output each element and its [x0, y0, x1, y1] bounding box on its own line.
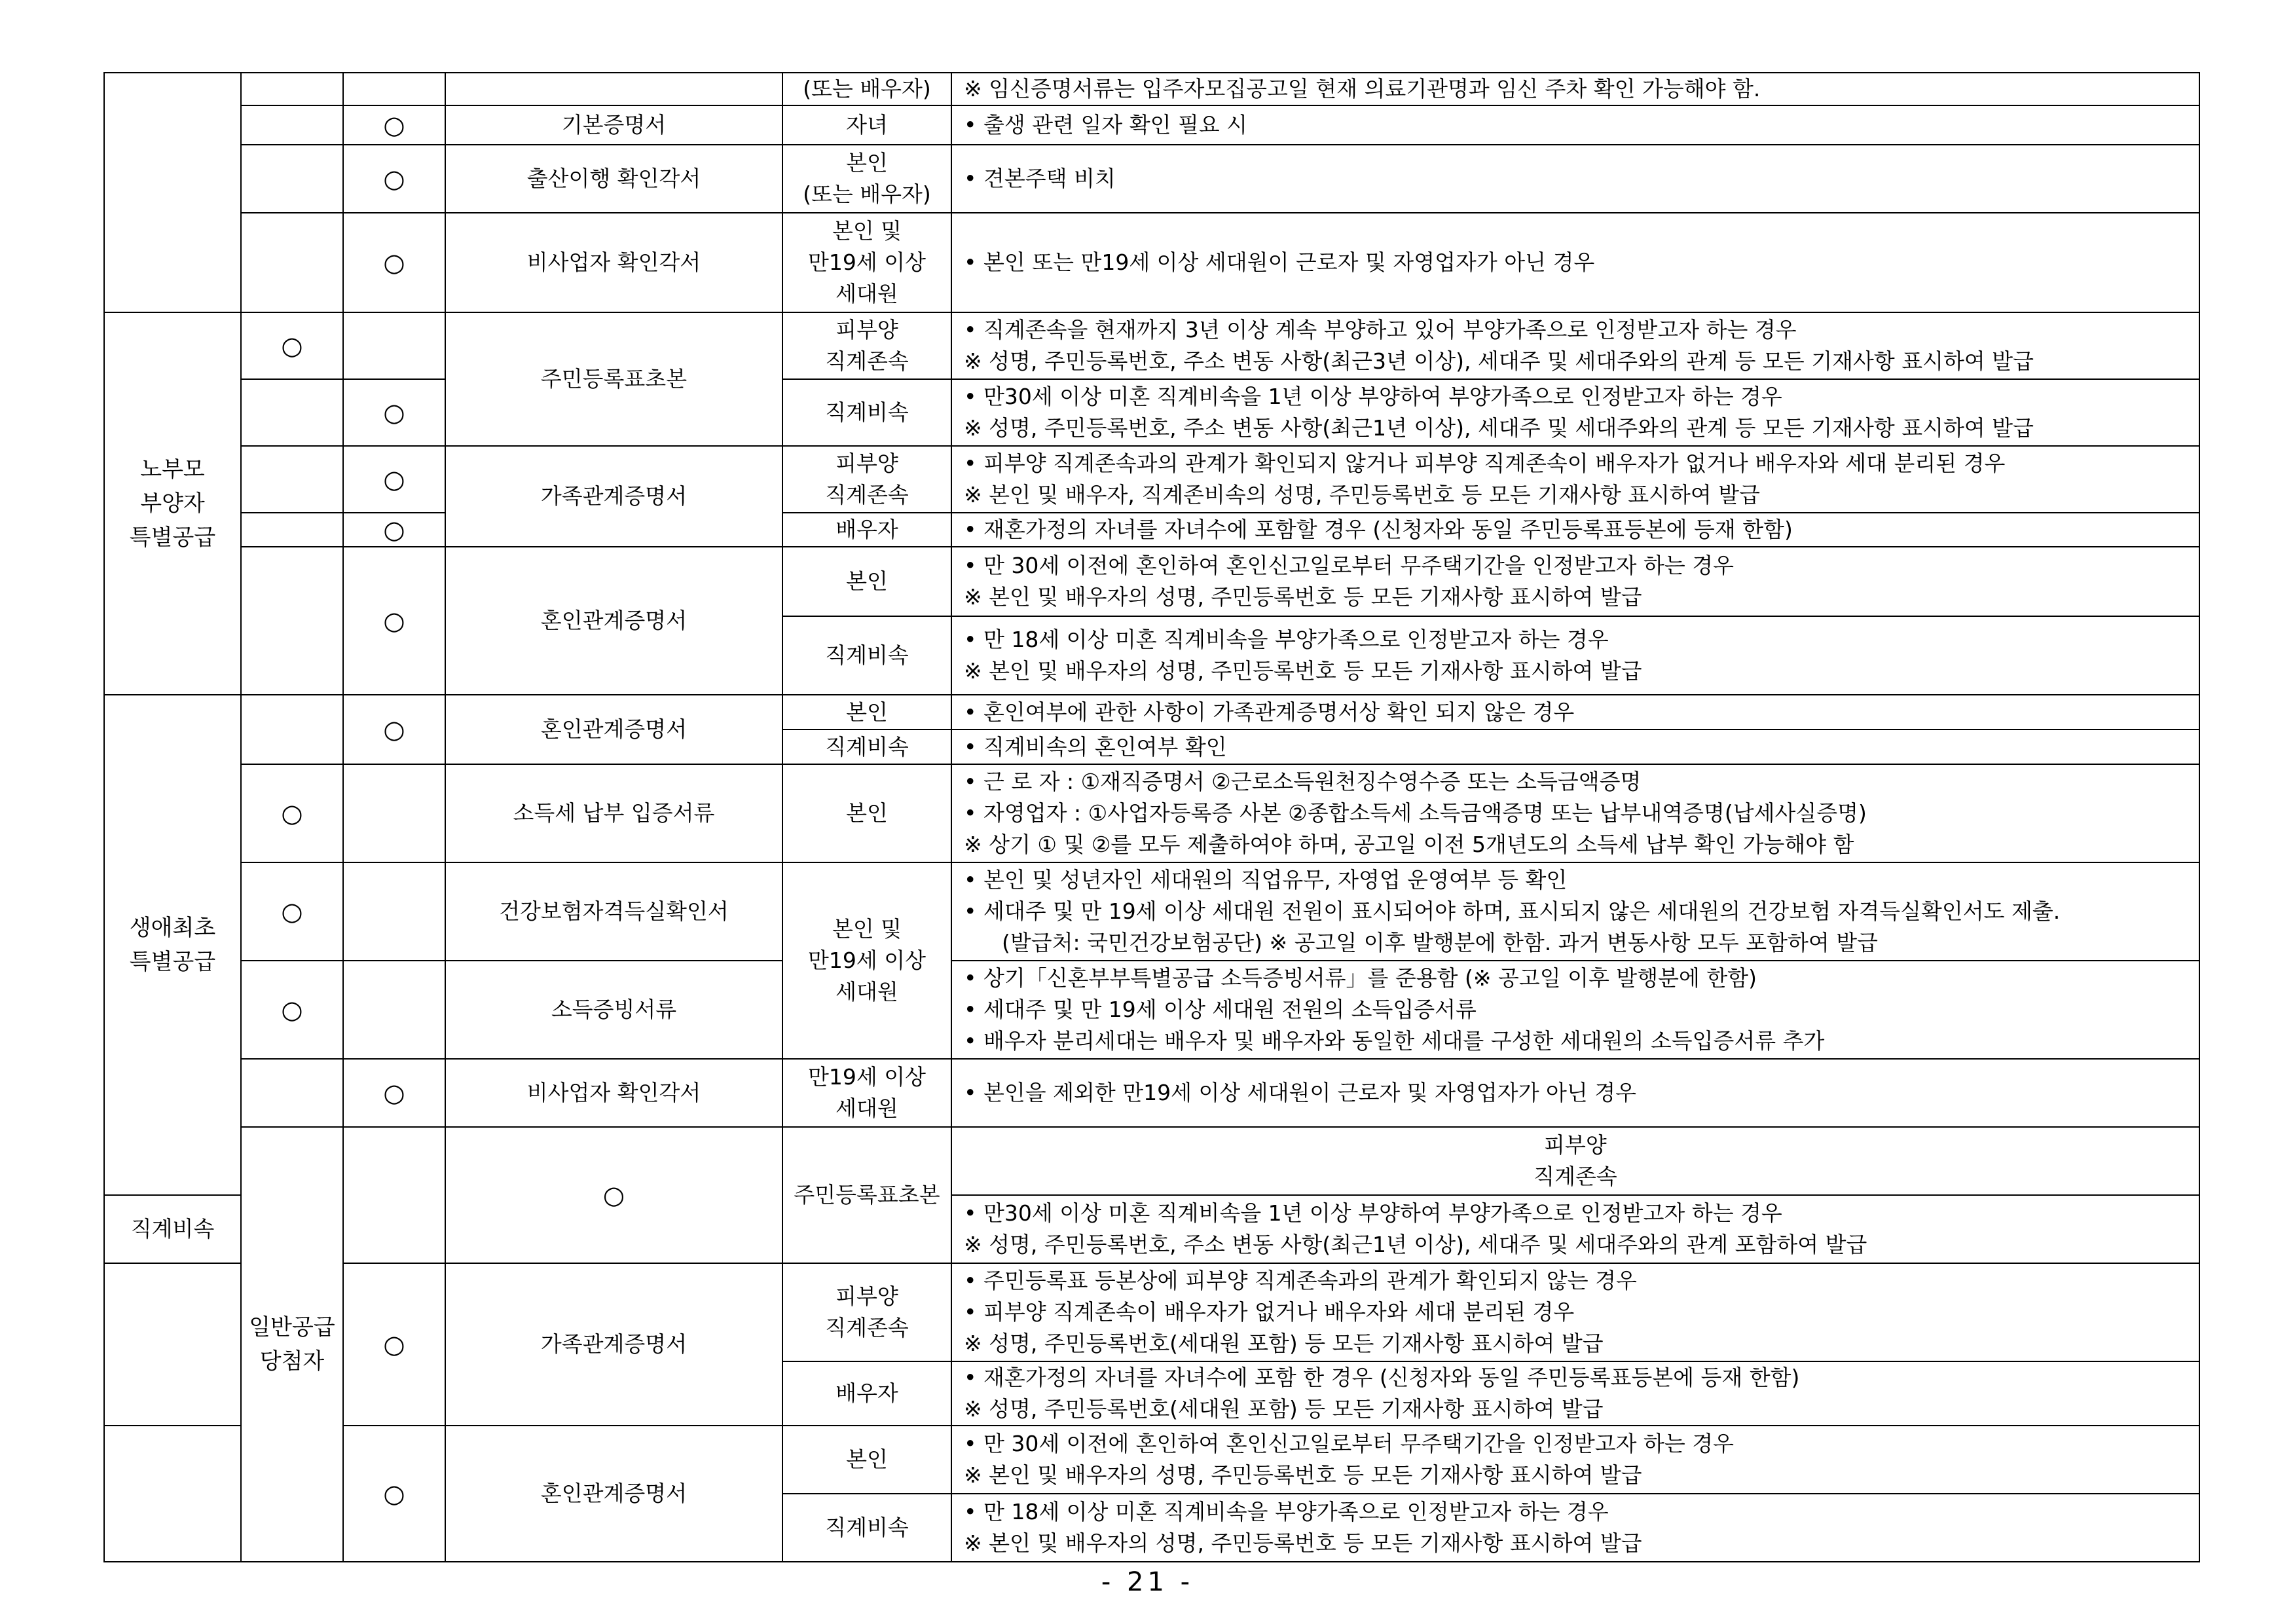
document-cell: 소득증빙서류	[445, 961, 782, 1059]
detail-line: • 직계존속을 현재까지 3년 이상 계속 부양하고 있어 부양가족으로 인정받고자 하는 경우	[964, 317, 1797, 342]
optional-cell	[343, 862, 445, 961]
target-cell: 본인	[782, 547, 951, 616]
details-cell	[951, 73, 2199, 105]
detail-line: (발급처: 국민건강보험공단) ※ 공고일 이후 발행분에 한함. 과거 변동사항 모두 포함하여 발급	[1002, 930, 1879, 955]
required-cell	[241, 379, 343, 446]
required-cell	[241, 513, 343, 547]
detail-line: • 혼인여부에 관한 사항이 가족관계증명서상 확인 되지 않은 경우	[964, 699, 1575, 725]
required-mark: ○	[241, 961, 343, 1059]
detail-line: • 견본주택 비치	[964, 166, 1116, 191]
detail-line: • 재혼가정의 자녀를 자녀수에 포함 한 경우 (신청자와 동일 주민등록표등본에 등재 한함)	[964, 1365, 1800, 1390]
document-cell: 출산이행 확인각서	[445, 145, 782, 213]
document-cell	[445, 73, 782, 105]
target-cell: 직계비속	[782, 729, 951, 764]
target-cell: 직계비속	[104, 1195, 241, 1263]
target-cell: 배우자	[782, 513, 951, 547]
optional-cell	[343, 961, 445, 1059]
target-cell: 본인	[782, 1426, 951, 1494]
required-cell	[343, 1127, 445, 1263]
detail-line: • 만 30세 이전에 혼인하여 혼인신고일로부터 무주택기간을 인정받고자 하는 경우	[964, 553, 1734, 578]
table-row	[104, 312, 2199, 379]
optional-mark: ○	[343, 446, 445, 513]
detail-line: ※ 본인 및 배우자의 성명, 주민등록번호 등 모든 기재사항 표시하여 발급	[964, 658, 1642, 684]
required-cell	[241, 145, 343, 213]
table-row	[104, 695, 2199, 729]
detail-line: • 피부양 직계존속이 배우자가 없거나 배우자와 세대 분리된 경우	[964, 1299, 1575, 1325]
table-row	[104, 1426, 2199, 1494]
optional-mark: ○	[445, 1127, 782, 1263]
detail-line: • 만30세 이상 미혼 직계비속을 1년 이상 부양하여 부양가족으로 인정받고자 하는 경우	[964, 384, 1782, 409]
details-cell	[951, 695, 2199, 729]
table-row	[104, 862, 2199, 961]
details-cell	[951, 1059, 2199, 1127]
detail-line: • 피부양 직계존속과의 관계가 확인되지 않거나 피부양 직계존속이 배우자가 없거나 배우자와 세대 분리된 경우	[964, 451, 2006, 476]
detail-line: • 만 18세 이상 미혼 직계비속을 부양가족으로 인정받고자 하는 경우	[964, 1499, 1609, 1524]
category-general: 일반공급 당첨자	[241, 1127, 343, 1562]
details-cell	[951, 1426, 2199, 1494]
details-cell	[951, 379, 2199, 446]
detail-line: • 만30세 이상 미혼 직계비속을 1년 이상 부양하여 부양가족으로 인정받고자 하는 경우	[964, 1200, 1782, 1226]
optional-cell	[343, 73, 445, 105]
document-cell: 비사업자 확인각서	[445, 213, 782, 312]
target-cell: 본인 및 만19세 이상 세대원	[782, 213, 951, 312]
document-requirements-table	[103, 72, 2200, 1562]
table-row	[104, 73, 2199, 105]
target-cell: 직계비속	[782, 616, 951, 695]
details-cell	[951, 513, 2199, 547]
details-cell	[951, 1263, 2199, 1361]
detail-line: • 자영업자 : ①사업자등록증 사본 ②종합소득세 소득금액증명 또는 납부내역증명(납세사실증명)	[964, 800, 1867, 826]
document-cell: 주민등록표초본	[445, 312, 782, 446]
details-cell	[951, 312, 2199, 379]
target-cell: 자녀	[782, 105, 951, 145]
detail-line: ※ 성명, 주민등록번호, 주소 변동 사항(최근3년 이상), 세대주 및 세대주와의 관계 등 모든 기재사항 표시하여 발급	[964, 348, 2034, 374]
details-cell	[951, 961, 2199, 1059]
detail-line: • 직계비속의 혼인여부 확인	[964, 733, 1227, 760]
target-cell: 본인 (또는 배우자)	[782, 145, 951, 213]
details-cell	[951, 213, 2199, 312]
details-cell	[951, 616, 2199, 695]
target-cell: 직계비속	[782, 379, 951, 446]
document-cell: 소득세 납부 입증서류	[445, 764, 782, 862]
document-cell: 비사업자 확인각서	[445, 1059, 782, 1127]
target-cell: 직계비속	[782, 1494, 951, 1562]
document-cell: 가족관계증명서	[445, 1263, 782, 1426]
table-row	[104, 105, 2199, 145]
required-cell	[241, 213, 343, 312]
detail-line: • 출생 관련 일자 확인 필요 시	[964, 112, 1248, 138]
detail-line: • 본인 및 성년자인 세대원의 직업유무, 자영업 운영여부 등 확인	[964, 867, 1568, 893]
details-cell	[951, 764, 2199, 862]
document-cell: 가족관계증명서	[445, 446, 782, 547]
document-cell: 혼인관계증명서	[445, 695, 782, 764]
page-number: - 21 -	[1101, 1567, 1194, 1597]
detail-line: ※ 성명, 주민등록번호, 주소 변동 사항(최근1년 이상), 세대주 및 세대주와의 관계 등 모든 기재사항 표시하여 발급	[964, 415, 2034, 441]
required-cell	[104, 1263, 241, 1426]
table-row	[104, 1127, 2199, 1195]
detail-line: • 만 18세 이상 미혼 직계비속을 부양가족으로 인정받고자 하는 경우	[964, 627, 1609, 652]
target-cell: 피부양 직계존속	[782, 1263, 951, 1361]
details-cell	[951, 105, 2199, 145]
details-cell	[951, 1195, 2199, 1263]
table-row	[104, 145, 2199, 213]
detail-line: • 세대주 및 만 19세 이상 세대원 전원의 소득입증서류	[964, 997, 1477, 1022]
target-cell: 피부양 직계존속	[782, 312, 951, 379]
optional-mark: ○	[343, 105, 445, 145]
optional-mark: ○	[343, 379, 445, 446]
detail-line: ※ 본인 및 배우자, 직계존비속의 성명, 주민등록번호 등 모든 기재사항 표시하여 발급	[964, 482, 1760, 507]
required-cell	[241, 547, 343, 695]
table-row	[104, 213, 2199, 312]
detail-line: • 근 로 자 : ①재직증명서 ②근로소득원천징수영수증 또는 소득금액증명	[964, 769, 1642, 794]
detail-line: • 배우자 분리세대는 배우자 및 배우자와 동일한 세대를 구성한 세대원의 소득입증서류 추가	[964, 1028, 1825, 1054]
details-cell	[951, 729, 2199, 764]
table-row	[104, 1059, 2199, 1127]
required-cell	[241, 73, 343, 105]
required-cell	[241, 695, 343, 764]
optional-mark: ○	[343, 695, 445, 764]
details-cell	[951, 145, 2199, 213]
details-cell	[951, 547, 2199, 616]
optional-mark: ○	[343, 145, 445, 213]
detail-line: ※ 상기 ① 및 ②를 모두 제출하여야 하며, 공고일 이전 5개년도의 소득세 납부 확인 가능해야 함	[964, 832, 1854, 857]
detail-line: ※ 성명, 주민등록번호(세대원 포함) 등 모든 기재사항 표시하여 발급	[964, 1331, 1604, 1356]
target-cell: (또는 배우자)	[782, 73, 951, 105]
document-cell: 주민등록표초본	[782, 1127, 951, 1263]
required-mark: ○	[241, 862, 343, 961]
target-cell: 배우자	[782, 1361, 951, 1426]
required-cell	[104, 1426, 241, 1562]
optional-mark: ○	[343, 1059, 445, 1127]
document-cell: 혼인관계증명서	[445, 547, 782, 695]
optional-mark: ○	[343, 547, 445, 695]
required-cell	[241, 105, 343, 145]
detail-line: ※ 본인 및 배우자의 성명, 주민등록번호 등 모든 기재사항 표시하여 발급	[964, 1530, 1642, 1556]
target-cell: 만19세 이상 세대원	[782, 1059, 951, 1127]
optional-mark: ○	[343, 1263, 445, 1426]
target-cell: 본인	[782, 695, 951, 729]
details-cell	[951, 862, 2199, 961]
detail-line: • 본인을 제외한 만19세 이상 세대원이 근로자 및 자영업자가 아닌 경우	[964, 1080, 1637, 1105]
detail-line: ※ 임신증명서류는 입주자모집공고일 현재 의료기관명과 임신 주차 확인 가능해야 함.	[964, 76, 1761, 101]
optional-cell	[343, 312, 445, 379]
detail-line: • 본인 또는 만19세 이상 세대원이 근로자 및 자영업자가 아닌 경우	[964, 249, 1595, 275]
detail-line: • 만 30세 이전에 혼인하여 혼인신고일로부터 무주택기간을 인정받고자 하는 경우	[964, 1431, 1734, 1456]
table-row	[104, 513, 2199, 547]
optional-mark: ○	[343, 213, 445, 312]
category-noboomo: 노부모 부양자 특별공급	[104, 312, 241, 695]
document-cell: 혼인관계증명서	[445, 1426, 782, 1562]
table-row	[104, 1263, 2199, 1361]
table-row	[104, 764, 2199, 862]
required-cell	[241, 446, 343, 513]
optional-cell	[343, 764, 445, 862]
optional-mark: ○	[343, 1426, 445, 1562]
target-cell: 본인	[782, 764, 951, 862]
required-cell	[241, 1059, 343, 1127]
target-cell: 피부양 직계존속	[782, 446, 951, 513]
details-cell	[951, 1494, 2199, 1562]
detail-line: • 주민등록표 등본상에 피부양 직계존속과의 관계가 확인되지 않는 경우	[964, 1268, 1637, 1293]
detail-line: ※ 본인 및 배우자의 성명, 주민등록번호 등 모든 기재사항 표시하여 발급	[964, 584, 1642, 610]
category-cell-empty	[104, 73, 241, 312]
detail-line: ※ 본인 및 배우자의 성명, 주민등록번호 등 모든 기재사항 표시하여 발급	[964, 1462, 1642, 1488]
category-first-life: 생애최초 특별공급	[104, 695, 241, 1195]
table-row	[104, 379, 2199, 446]
detail-line: ※ 성명, 주민등록번호(세대원 포함) 등 모든 기재사항 표시하여 발급	[964, 1396, 1604, 1422]
required-mark: ○	[241, 312, 343, 379]
optional-mark: ○	[343, 513, 445, 547]
detail-line: • 상기「신혼부부특별공급 소득증빙서류」를 준용함 (※ 공고일 이후 발행분에 한함)	[964, 965, 1757, 991]
detail-line: ※ 성명, 주민등록번호, 주소 변동 사항(최근1년 이상), 세대주 및 세대주와의 관계 포함하여 발급	[964, 1232, 1867, 1257]
target-cell: 피부양 직계존속	[951, 1127, 2199, 1195]
required-mark: ○	[241, 764, 343, 862]
table-row	[104, 961, 2199, 1059]
details-cell	[951, 1361, 2199, 1426]
table-row	[104, 446, 2199, 513]
details-cell	[951, 446, 2199, 513]
document-cell: 기본증명서	[445, 105, 782, 145]
document-cell: 건강보험자격득실확인서	[445, 862, 782, 961]
detail-line: • 재혼가정의 자녀를 자녀수에 포함할 경우 (신청자와 동일 주민등록표등본에 등재 한함)	[964, 517, 1793, 542]
target-cell: 본인 및 만19세 이상 세대원	[782, 862, 951, 1059]
detail-line: • 세대주 및 만 19세 이상 세대원 전원이 표시되어야 하며, 표시되지 않은 세대원의 건강보험 자격득실확인서도 제출.	[964, 898, 2061, 924]
table-row	[104, 547, 2199, 616]
